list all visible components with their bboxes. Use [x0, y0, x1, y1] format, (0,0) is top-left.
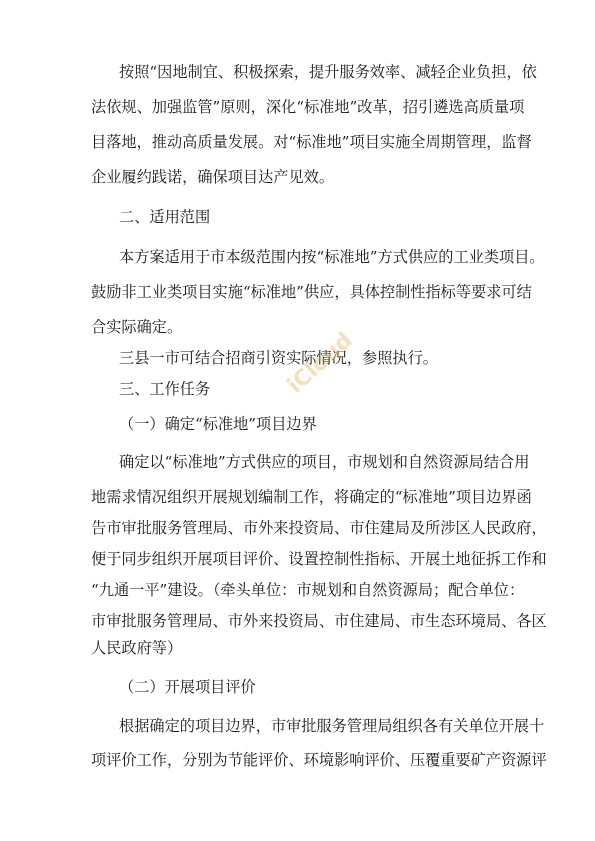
section-heading: 二、适用范围 [119, 208, 211, 226]
paragraph-line: 企业履约践诺，确保项目达产见效。 [91, 168, 334, 186]
paragraph-line: 合实际确定。 [91, 318, 183, 336]
paragraph-line: “九通一平”建设。（牵头单位：市规划和自然资源局；配合单位： [91, 581, 525, 599]
paragraph-line: 确定以“标准地”方式供应的项目，市规划和自然资源局结合用 [119, 453, 530, 471]
paragraph-line: 根据确定的项目边界，市审批服务管理局组织各有关单位开展十 [119, 717, 545, 735]
paragraph-line: 地需求情况组织开展规划编制工作，将确定的“标准地”项目边界函 [91, 488, 532, 506]
paragraph-line: 市审批服务管理局、市外来投资局、市住建局、市生态环境局、各区 [91, 612, 547, 630]
paragraph-line: 目落地，推动高质量发展。对“标准地”项目实施全周期管理，监督 [91, 133, 532, 151]
subsection-heading: （二）开展项目评价 [119, 678, 256, 696]
paragraph-line: 便于同步组织开展项目评价、设置控制性指标、开展土地征拆工作和 [91, 550, 547, 568]
paragraph-line: 按照“因地制宜、积极探索，提升服务效率、减轻企业负担，依 [119, 63, 537, 81]
watermark-logo: iCloud [283, 327, 358, 399]
section-heading: 三、工作任务 [119, 380, 211, 398]
paragraph-line: 告市审批服务管理局、市外来投资局、市住建局及所涉区人民政府， [91, 519, 547, 537]
paragraph-line: 鼓励非工业类项目实施“标准地”供应，具体控制性指标等要求可结 [91, 283, 532, 301]
paragraph-line: 项评价工作，分别为节能评价、环境影响评价、压覆重要矿产资源评 [91, 751, 547, 769]
paragraph-line: 本方案适用于市本级范围内按“标准地”方式供应的工业类项目。 [119, 248, 545, 266]
subsection-heading: （一）确定“标准地”项目边界 [119, 415, 317, 433]
paragraph-line: 三县一市可结合招商引资实际情况，参照执行。 [119, 349, 438, 367]
paragraph-line: 法依规、加强监管”原则，深化“标准地”改革，招引遴选高质量项 [91, 98, 525, 116]
paragraph-line: 人民政府等） [91, 639, 183, 657]
